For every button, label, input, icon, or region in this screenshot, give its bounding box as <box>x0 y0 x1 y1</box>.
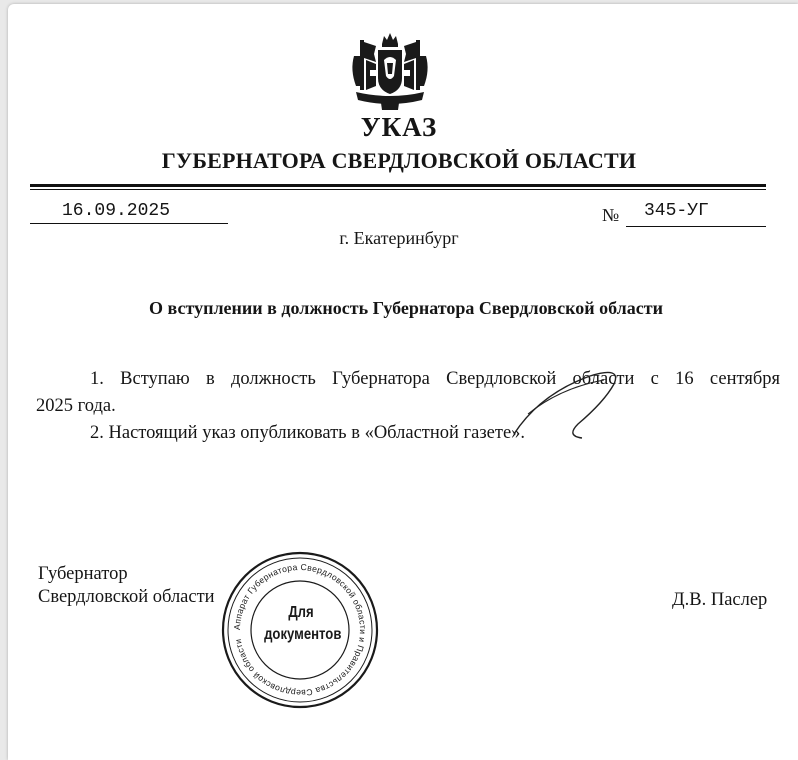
document-number: 345-УГ <box>644 201 709 221</box>
signatory-name: Д.В. Паслер <box>672 590 768 610</box>
signatory-position <box>38 563 215 609</box>
coat-of-arms-emblem <box>340 30 440 114</box>
signatory-position-line-2: Свердловской области <box>38 587 215 607</box>
header-rule-thick <box>30 184 766 187</box>
stamp-center-text <box>264 602 342 646</box>
paragraph-2: 2. Настоящий указ опубликовать в «Областной газете». <box>90 423 526 443</box>
paragraph-1-line-1: 1. Вступаю в должность Губернатора Свердловской области с 16 сентября <box>90 369 780 389</box>
handwritten-signature <box>500 354 640 454</box>
header-rule-thin <box>30 189 766 190</box>
stamp-center-line-1: Для <box>288 604 314 621</box>
paragraph-1-line-2: 2025 года. <box>36 396 116 416</box>
number-underline <box>626 226 766 227</box>
document-title: УКАЗ <box>360 112 438 142</box>
stamp-ring-text: Аппарат Губернатора Свердловской области и Правительства Свердловской области <box>231 561 369 699</box>
document-city: г. Екатеринбург <box>339 228 459 248</box>
document-date: 16.09.2025 <box>62 201 171 221</box>
document-subtitle: ГУБЕРНАТОРА СВЕРДЛОВСКОЙ ОБЛАСТИ <box>161 148 637 173</box>
stamp-center-line-2: документов <box>264 626 342 643</box>
date-underline <box>30 223 228 224</box>
document-heading: О вступлении в должность Губернатора Свердловской области <box>149 298 663 318</box>
number-label: № <box>602 205 620 225</box>
signatory-position-line-1: Губернатор <box>38 564 128 584</box>
